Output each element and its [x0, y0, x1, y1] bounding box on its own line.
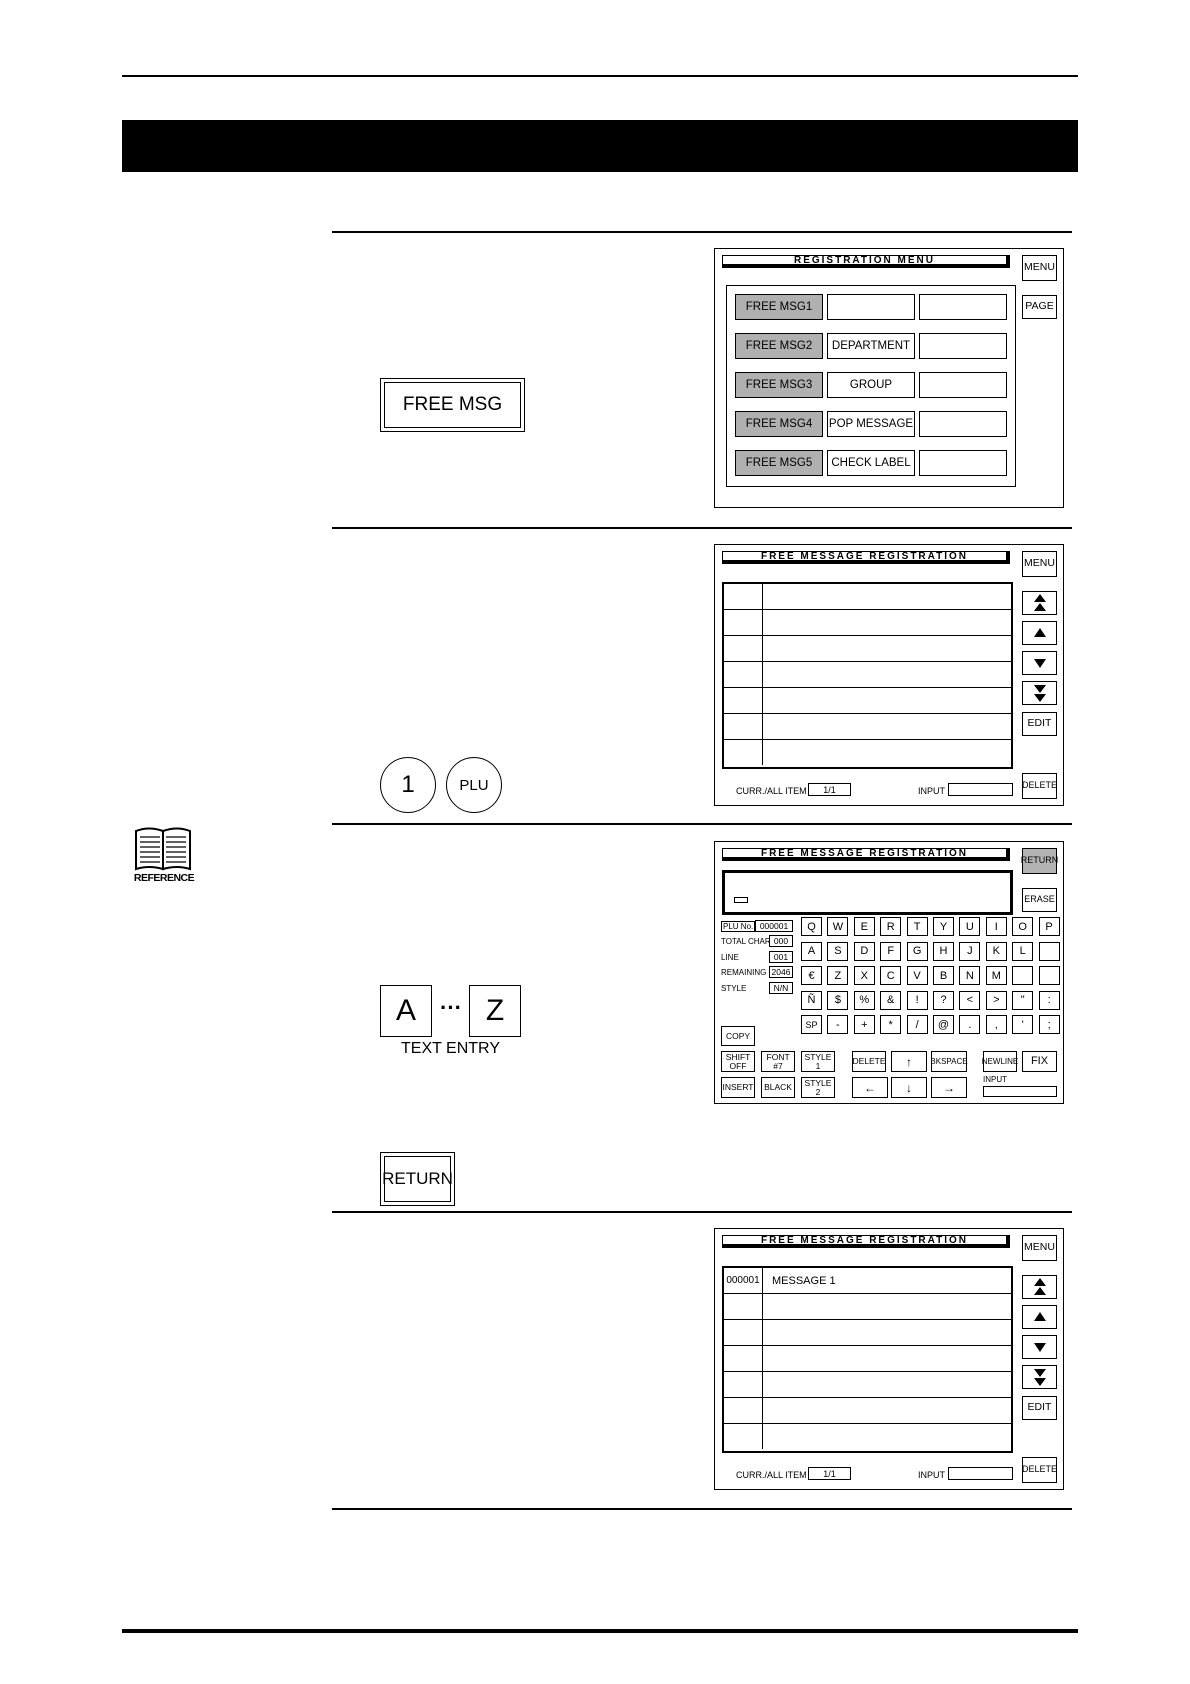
list-row[interactable]: [724, 1294, 1011, 1320]
keyboard-key[interactable]: &: [880, 991, 901, 1010]
page-down-button[interactable]: [1022, 1365, 1057, 1389]
keyboard-key[interactable]: I: [986, 917, 1007, 936]
up-icon: [1034, 628, 1046, 638]
keyboard-key[interactable]: N: [959, 966, 980, 985]
list-row[interactable]: [724, 662, 1011, 688]
keyboard-key[interactable]: Z: [827, 966, 848, 985]
keyboard-key[interactable]: ;: [1039, 1015, 1060, 1034]
curr-all-item-label: CURR./ALL ITEM: [736, 786, 807, 796]
keyboard-key[interactable]: X: [854, 966, 875, 985]
input-label: INPUT: [983, 1075, 1007, 1084]
keyboard-key[interactable]: E: [854, 917, 875, 936]
list-row[interactable]: [724, 740, 1011, 765]
menu-item[interactable]: CHECK LABEL: [827, 450, 915, 476]
keyboard-key[interactable]: !: [907, 991, 928, 1010]
keyboard-key[interactable]: G: [907, 942, 928, 961]
copy-button[interactable]: COPY: [721, 1026, 755, 1046]
keyboard-key[interactable]: F: [880, 942, 901, 961]
keyboard-key[interactable]: /: [907, 1015, 928, 1034]
message-list: [722, 1266, 1013, 1453]
list-row[interactable]: [724, 1424, 1011, 1449]
keyboard-key[interactable]: [1039, 942, 1060, 961]
list-row[interactable]: [724, 1398, 1011, 1424]
keyboard-key[interactable]: -: [827, 1015, 848, 1034]
return-key[interactable]: [380, 1152, 455, 1206]
keyboard-key[interactable]: B: [933, 966, 954, 985]
keyboard-key[interactable]: %: [854, 991, 875, 1010]
list-row[interactable]: [724, 584, 1011, 610]
keyboard-key[interactable]: M: [986, 966, 1007, 985]
book-icon: [132, 825, 194, 873]
plu-no-label: PLU No.: [723, 922, 754, 931]
digit-1-key[interactable]: [380, 757, 436, 813]
scroll-up-button[interactable]: [1022, 621, 1057, 645]
keyboard-key[interactable]: $: [827, 991, 848, 1010]
menu-item[interactable]: [919, 333, 1007, 359]
row-number: [724, 1424, 763, 1449]
reference-marker: [132, 825, 194, 887]
keyboard-key[interactable]: O: [1012, 917, 1033, 936]
menu-item[interactable]: POP MESSAGE: [827, 411, 915, 437]
remaining-value: 2046: [769, 966, 793, 978]
double-down-icon: [1034, 1368, 1046, 1386]
row-number: [724, 584, 763, 609]
row-number: [724, 740, 763, 765]
step-divider: [332, 231, 1072, 233]
bottom-rule: [122, 1629, 1078, 1633]
curr-all-item-value: 1/1: [808, 1467, 851, 1480]
message-text-area[interactable]: [722, 870, 1013, 915]
list-row[interactable]: [724, 1268, 1011, 1294]
keyboard-key[interactable]: *: [880, 1015, 901, 1034]
menu-grid: [726, 285, 1016, 487]
double-up-icon: [1034, 594, 1046, 612]
keyboard-key[interactable]: SP: [801, 1015, 822, 1034]
z-key[interactable]: [469, 985, 521, 1037]
scroll-up-button[interactable]: [1022, 1305, 1057, 1329]
row-number: [724, 1398, 763, 1423]
total-char-label: TOTAL CHAR: [721, 937, 771, 946]
free-message-list-screen: [714, 544, 1064, 806]
top-rule: [122, 75, 1078, 77]
keyboard-key[interactable]: <: [959, 991, 980, 1010]
page-button[interactable]: PAGE: [1022, 295, 1057, 319]
style1-button[interactable]: STYLE 1: [801, 1051, 835, 1072]
step-divider: [332, 527, 1072, 529]
newline-button[interactable]: NEWLINE: [983, 1051, 1017, 1072]
keyboard-key[interactable]: T: [907, 917, 928, 936]
remaining-label: REMAINING: [721, 968, 767, 977]
screen-title: FREE MESSAGE REGISTRATION: [722, 848, 1010, 861]
list-row[interactable]: [724, 1372, 1011, 1398]
keyboard-key[interactable]: P: [1039, 917, 1060, 936]
list-row[interactable]: [724, 1346, 1011, 1372]
row-number: [724, 1372, 763, 1397]
message-editor-screen: [714, 841, 1064, 1104]
fix-button[interactable]: FIX: [1022, 1051, 1057, 1072]
font-button[interactable]: FONT #7: [761, 1051, 795, 1072]
backspace-button[interactable]: BKSPACE: [931, 1051, 967, 1072]
input-label: INPUT: [918, 1470, 945, 1480]
menu-item[interactable]: [919, 372, 1007, 398]
scroll-down-button[interactable]: [1022, 1335, 1057, 1359]
keyboard-key[interactable]: Q: [801, 917, 822, 936]
step-divider: [332, 823, 1072, 825]
free-msg-key-label: FREE MSG: [402, 394, 503, 415]
delete-button[interactable]: DELETE: [1022, 773, 1057, 799]
free-msg-key[interactable]: [380, 378, 525, 432]
line-label: LINE: [721, 953, 739, 962]
text-cursor: [734, 897, 748, 903]
curr-all-item-value: 1/1: [808, 783, 851, 796]
plu-key-label: PLU: [459, 776, 489, 794]
row-number: [724, 610, 763, 635]
delete-button[interactable]: DELETE: [852, 1051, 886, 1072]
input-field[interactable]: [983, 1086, 1057, 1097]
keyboard-key[interactable]: W: [827, 917, 848, 936]
list-row[interactable]: [724, 636, 1011, 662]
menu-item[interactable]: FREE MSG1: [735, 294, 823, 320]
scroll-down-button[interactable]: [1022, 651, 1057, 675]
menu-item[interactable]: FREE MSG2: [735, 333, 823, 359]
edit-button[interactable]: EDIT: [1022, 1396, 1057, 1420]
message-list: [722, 582, 1013, 769]
row-number: 000001: [724, 1268, 763, 1293]
curr-all-item-label: CURR./ALL ITEM: [736, 1470, 807, 1480]
keyboard-key[interactable]: Y: [933, 917, 954, 936]
z-key-label: Z: [485, 994, 505, 1027]
keyboard-key[interactable]: R: [880, 917, 901, 936]
menu-item[interactable]: DEPARTMENT: [827, 333, 915, 359]
return-button[interactable]: RETURN: [1022, 848, 1057, 874]
style-value: N/N: [769, 982, 793, 994]
cursor-down-button[interactable]: ↓: [891, 1077, 927, 1098]
menu-button[interactable]: MENU: [1022, 551, 1057, 577]
text-entry-caption: TEXT ENTRY: [401, 1040, 500, 1057]
shift-button[interactable]: SHIFT OFF: [721, 1051, 755, 1072]
row-number: [724, 1294, 763, 1319]
input-field[interactable]: [948, 1467, 1013, 1480]
edit-button[interactable]: EDIT: [1022, 712, 1057, 736]
return-key-label: RETURN: [382, 1169, 453, 1188]
style-label: STYLE: [721, 984, 747, 993]
keyboard-key[interactable]: ": [1012, 991, 1033, 1010]
input-label: INPUT: [918, 786, 945, 796]
keyboard-key[interactable]: >: [986, 991, 1007, 1010]
total-char-value: 000: [769, 935, 793, 947]
menu-item[interactable]: FREE MSG3: [735, 372, 823, 398]
menu-item[interactable]: FREE MSG5: [735, 450, 823, 476]
digit-1-label: 1: [401, 771, 415, 798]
list-row[interactable]: [724, 688, 1011, 714]
keyboard-key[interactable]: ': [1012, 1015, 1033, 1034]
down-icon: [1034, 658, 1046, 668]
keyboard-key[interactable]: H: [933, 942, 954, 961]
row-text: MESSAGE 1: [772, 1274, 836, 1287]
page-up-button[interactable]: [1022, 1275, 1057, 1299]
keyboard-key[interactable]: S: [827, 942, 848, 961]
insert-button[interactable]: INSERT: [721, 1077, 755, 1098]
cursor-up-button[interactable]: ↑: [891, 1051, 927, 1072]
row-number: [724, 636, 763, 661]
keyboard-key[interactable]: ?: [933, 991, 954, 1010]
section-header-bar: [122, 120, 1078, 172]
cursor-left-button[interactable]: ←: [852, 1077, 888, 1098]
menu-button[interactable]: MENU: [1022, 255, 1057, 281]
keyboard-key[interactable]: J: [959, 942, 980, 961]
input-field[interactable]: [948, 783, 1013, 796]
page-up-button[interactable]: [1022, 591, 1057, 615]
keyboard-key[interactable]: V: [907, 966, 928, 985]
row-number: [724, 688, 763, 713]
plu-key[interactable]: [446, 757, 502, 813]
keyboard-key[interactable]: A: [801, 942, 822, 961]
registration-menu-screen: [714, 248, 1064, 508]
menu-item[interactable]: [919, 294, 1007, 320]
up-icon: [1034, 1312, 1046, 1322]
delete-button[interactable]: DELETE: [1022, 1457, 1057, 1483]
list-row[interactable]: [724, 610, 1011, 636]
keyboard-key[interactable]: +: [854, 1015, 875, 1034]
screen-title: FREE MESSAGE REGISTRATION: [722, 551, 1010, 564]
screen-title: FREE MESSAGE REGISTRATION: [722, 1235, 1010, 1248]
row-number: [724, 714, 763, 739]
page-down-button[interactable]: [1022, 681, 1057, 705]
double-up-icon: [1034, 1278, 1046, 1296]
step-divider: [332, 1211, 1072, 1213]
double-down-icon: [1034, 684, 1046, 702]
menu-item[interactable]: [827, 294, 915, 320]
free-message-list-result-screen: [714, 1228, 1064, 1490]
reference-label: REFERENCE: [133, 872, 195, 884]
line-value: 001: [769, 951, 793, 963]
keyboard-key[interactable]: .: [959, 1015, 980, 1034]
erase-button[interactable]: ERASE: [1022, 888, 1057, 912]
menu-item[interactable]: GROUP: [827, 372, 915, 398]
keyboard-key[interactable]: Ñ: [801, 991, 822, 1010]
screen-title: REGISTRATION MENU: [722, 255, 1010, 268]
list-row[interactable]: [724, 1320, 1011, 1346]
row-number: [724, 1320, 763, 1345]
keyboard-key[interactable]: @: [933, 1015, 954, 1034]
down-icon: [1034, 1342, 1046, 1352]
range-dots: ···: [440, 995, 462, 1020]
row-number: [724, 662, 763, 687]
menu-button[interactable]: MENU: [1022, 1235, 1057, 1261]
plu-no-value: 000001: [755, 920, 793, 932]
a-key[interactable]: [380, 985, 432, 1037]
cursor-right-button[interactable]: →: [931, 1077, 967, 1098]
keyboard-key[interactable]: D: [854, 942, 875, 961]
keyboard-key[interactable]: U: [959, 917, 980, 936]
row-number: [724, 1346, 763, 1371]
keyboard-key[interactable]: :: [1039, 991, 1060, 1010]
list-row[interactable]: [724, 714, 1011, 740]
black-button[interactable]: BLACK: [761, 1077, 795, 1098]
keyboard-key[interactable]: ,: [986, 1015, 1007, 1034]
keyboard-key[interactable]: €: [801, 966, 822, 985]
a-key-label: A: [395, 994, 416, 1027]
keyboard-key[interactable]: K: [986, 942, 1007, 961]
keyboard-key[interactable]: [1039, 966, 1060, 985]
style2-button[interactable]: STYLE 2: [801, 1077, 835, 1098]
menu-item[interactable]: [919, 450, 1007, 476]
step-divider: [332, 1508, 1072, 1510]
menu-item[interactable]: [919, 411, 1007, 437]
keyboard-key[interactable]: C: [880, 966, 901, 985]
keyboard-key[interactable]: L: [1012, 942, 1033, 961]
keyboard-key[interactable]: [1012, 966, 1033, 985]
menu-item[interactable]: FREE MSG4: [735, 411, 823, 437]
